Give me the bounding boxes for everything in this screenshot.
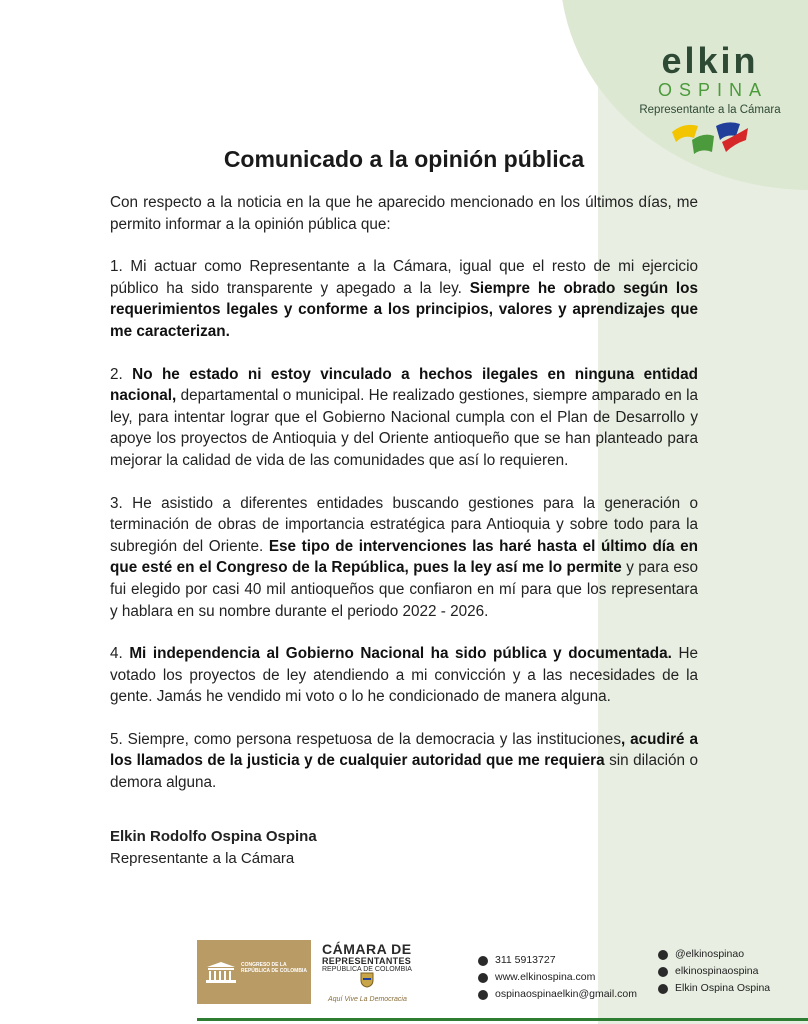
text-run: 5. Siempre, como persona respetuosa de la democracia y las instituciones [110,730,621,748]
coat-of-arms-icon [360,972,374,988]
document-body [110,192,698,815]
congreso-text: CONGRESO DE LA REPÚBLICA DE COLOMBIA [241,962,307,974]
body-paragraph [110,643,698,708]
phone-text: 311 5913727 [495,954,556,966]
footer [0,930,808,1024]
bold-text-run: Mi independencia al Gobierno Nacional ha sido pública y documentada. [129,645,672,663]
body-paragraph [110,256,698,342]
logo-surname: OSPINA [657,80,769,100]
text-run: 3. He asistido a diferentes entidades buscando gestiones para la generación o terminación de obras de importancia estratégica para Antioquia y sobre todo para la subregión del Oriente. [110,494,698,555]
phone-icon [478,956,488,966]
social-list [658,946,770,997]
camara-line2: REPRESENTANTES [322,956,412,966]
congreso-logo [197,940,311,1004]
twitter-text: @elkinospinao [675,948,745,960]
email-text: ospinaospinaelkin@gmail.com [495,988,637,1000]
text-run: departamental o municipal. He realizado gestiones, siempre amparado en la ley, para intentar lograr que el Gobierno Nacional cumpla con el Plan de Desarrollo y apoye los proyectos de Antioquia y del Oriente antioqueño que se han planteado para mejorar la calidad de vida de las comunidades que así lo requieren. [110,387,698,469]
contact-list [478,952,637,1003]
logo-role: Representante a la Cámara [639,104,781,116]
email-icon [478,990,488,1000]
body-paragraph [110,192,698,235]
body-paragraph [110,729,698,794]
text-run: He votado los proyectos de ley atendiendo a mi convicción y a las necesidades de la gente. Jamás he vendido mi voto o lo he condicionado de manera alguna. [110,645,698,706]
twitter-icon [658,950,668,960]
signature-role: Representante a la Cámara [110,850,295,867]
body-paragraph [110,493,698,623]
social-facebook[interactable] [658,980,770,997]
contact-web[interactable] [478,969,637,986]
bold-text-run: No he estado ni estoy vinculado a hechos ilegales en ninguna entidad nacional, [110,365,698,405]
body-paragraph [110,364,698,472]
social-instagram[interactable] [658,963,770,980]
logo-name: elkin [661,40,759,81]
facebook-text: Elkin Ospina Ospina [675,982,771,994]
capitol-icon [205,962,237,984]
signature-name: Elkin Rodolfo Ospina Ospina [110,828,317,845]
text-run: 2. [110,365,133,383]
contact-phone [478,952,637,969]
camara-logo [322,942,442,1004]
instagram-text: elkinospinaospina [675,965,759,977]
brand-logo [630,42,790,116]
globe-icon [478,973,488,983]
web-text: www.elkinospina.com [495,971,596,983]
bold-text-run: Siempre he obrado según los requerimientos legales y conforme a los principios, valores y aprendizajes que me caracterizan. [110,279,699,340]
camara-line3: REPÚBLICA DE COLOMBIA [322,966,412,973]
facebook-icon [658,984,668,994]
signature-block [110,826,317,870]
bold-text-run: , acudiré a los llamados de la justicia y de cualquier autoridad que me requiera [110,730,698,770]
text-run: 1. Mi actuar como Representante a la Cámara, igual que el resto de mi ejercicio público ha sido transparente y apegado a la ley. [110,258,698,297]
text-run: y para eso fui elegido por casi 40 mil antioqueños que confiaron en mí para que los representara y hablara en su nombre durante el periodo 2022 - 2026. [110,559,698,620]
footer-rule [197,1018,808,1021]
text-run: Con respecto a la noticia en la que he aparecido mencionado en los últimos días, me permito informar a la opinión pública que: [110,194,698,233]
contact-email[interactable] [478,986,637,1003]
document-title: Comunicado a la opinión pública [223,146,585,172]
instagram-icon [658,967,668,977]
text-run: sin dilación o demora alguna. [110,752,698,792]
camara-line1: CÁMARA DE [322,941,412,957]
bold-text-run: Ese tipo de intervenciones las haré hasta el último día en que esté en el Congreso de la República, pues la ley así me lo permite [110,537,698,577]
camara-slogan: Aquí Vive La Democracia [328,996,407,1003]
text-run: 4. [110,645,130,663]
social-twitter[interactable] [658,946,770,963]
